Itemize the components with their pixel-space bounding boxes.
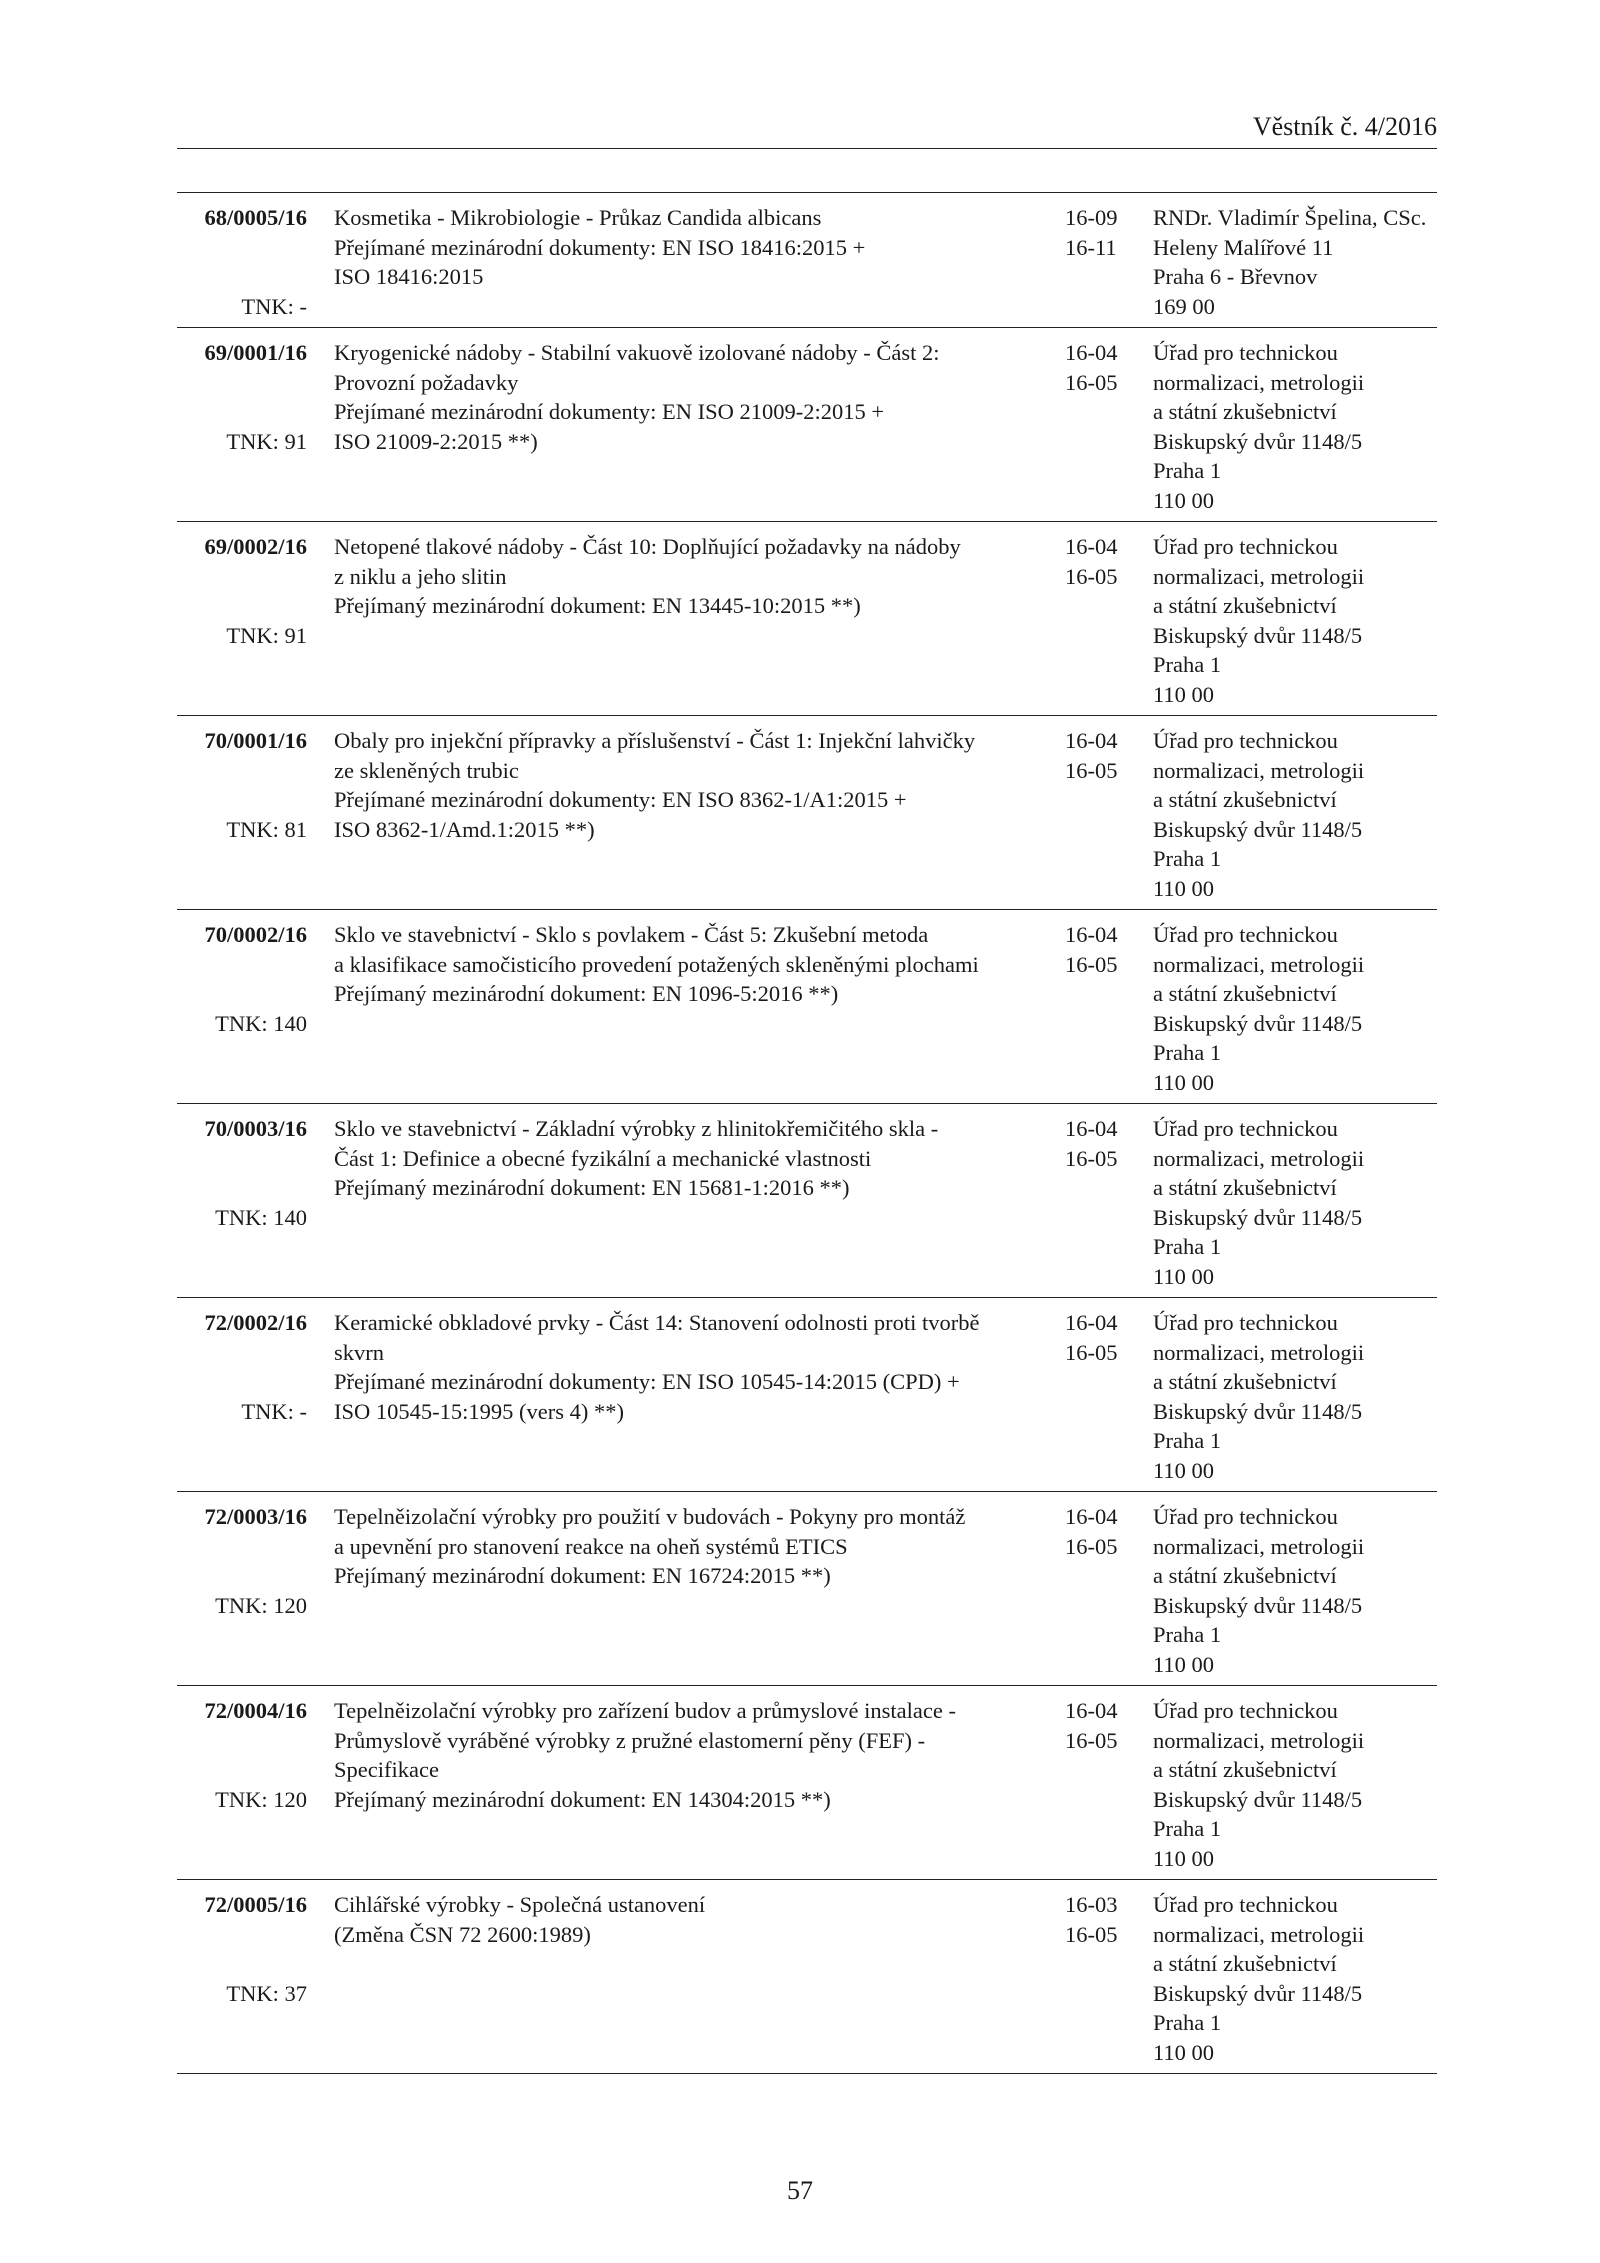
description-line: Přejímaný mezinárodní dokument: EN 13445-10:2015 **) (334, 593, 861, 618)
address-line: Úřad pro technickou (1153, 1310, 1338, 1335)
standard-number: 69/0001/16 (204, 340, 307, 365)
standard-number: 72/0003/16 (204, 1504, 307, 1529)
table-row (177, 193, 1437, 328)
address-line: Biskupský dvůr 1148/5 (1153, 816, 1363, 842)
tnk-label: TNK: 37 (226, 1980, 307, 2006)
comment-dates (1065, 532, 1145, 591)
description-line: ISO 18416:2015 (334, 264, 484, 289)
comment-dates (1065, 726, 1145, 785)
standard-number: 72/0005/16 (204, 1892, 307, 1917)
date-value: 16-05 (1065, 1533, 1118, 1559)
tnk-label: TNK: - (241, 1398, 307, 1424)
address-line: Biskupský dvůr 1148/5 (1153, 1786, 1363, 1812)
address-line: Praha 1 (1153, 1816, 1222, 1841)
description-line: Netopené tlakové nádoby - Část 10: Doplňující požadavky na nádoby (334, 534, 961, 559)
standard-description (334, 1696, 1054, 1814)
date-value: 16-04 (1065, 728, 1118, 753)
standard-description (334, 532, 1054, 621)
description-line: Cihlářské výrobky - Společná ustanovení (334, 1892, 706, 1917)
description-line: Specifikace (334, 1757, 439, 1782)
comment-dates (1065, 1890, 1145, 1949)
description-line: Keramické obkladové prvky - Část 14: Stanovení odolnosti proti tvorbě (334, 1310, 980, 1335)
address-line: 110 00 (1153, 1651, 1215, 1677)
address-line: a státní zkušebnictví (1153, 981, 1337, 1006)
description-line: Přejímané mezinárodní dokumenty: EN ISO 10545-14:2015 (CPD) + (334, 1369, 960, 1394)
standard-description (334, 1890, 1054, 1949)
tnk-label: TNK: - (241, 293, 307, 319)
standard-description (334, 1114, 1054, 1203)
description-line: (Změna ČSN 72 2600:1989) (334, 1921, 591, 1947)
address-line: Praha 1 (1153, 846, 1222, 871)
address-line: Praha 1 (1153, 2010, 1222, 2035)
processor-address (1153, 1890, 1443, 2067)
address-line: normalizaci, metrologii (1153, 563, 1365, 589)
processor-address (1153, 203, 1443, 321)
description-line: Část 1: Definice a obecné fyzikální a mechanické vlastnosti (334, 1145, 872, 1171)
address-line: Praha 1 (1153, 1040, 1222, 1065)
processor-address (1153, 1308, 1443, 1485)
address-line: a státní zkušebnictví (1153, 593, 1337, 618)
address-line: Biskupský dvůr 1148/5 (1153, 1592, 1363, 1618)
standard-description (334, 920, 1054, 1009)
table-row (177, 1880, 1437, 2074)
description-line: Přejímaný mezinárodní dokument: EN 14304:2015 **) (334, 1786, 831, 1812)
table-row (177, 716, 1437, 910)
address-line: Biskupský dvůr 1148/5 (1153, 428, 1363, 454)
standard-number: 72/0002/16 (204, 1310, 307, 1335)
description-line: Přejímaný mezinárodní dokument: EN 16724:2015 **) (334, 1563, 831, 1588)
address-line: 110 00 (1153, 681, 1215, 707)
standard-description (334, 1308, 1054, 1426)
description-line: Přejímané mezinárodní dokumenty: EN ISO 21009-2:2015 + (334, 399, 885, 424)
standard-description (334, 1502, 1054, 1591)
date-value: 16-05 (1065, 1339, 1118, 1365)
table-row (177, 1492, 1437, 1686)
date-value: 16-05 (1065, 563, 1118, 589)
address-line: normalizaci, metrologii (1153, 369, 1365, 395)
standard-description (334, 726, 1054, 844)
comment-dates (1065, 203, 1145, 262)
address-line: normalizaci, metrologii (1153, 1921, 1365, 1947)
table-row (177, 1298, 1437, 1492)
address-line: 110 00 (1153, 1069, 1215, 1095)
comment-dates (1065, 338, 1145, 397)
description-line: Kryogenické nádoby - Stabilní vakuově izolované nádoby - Část 2: (334, 340, 940, 365)
processor-address (1153, 532, 1443, 709)
date-value: 16-09 (1065, 205, 1118, 230)
address-line: normalizaci, metrologii (1153, 757, 1365, 783)
address-line: Praha 1 (1153, 1234, 1222, 1259)
address-line: normalizaci, metrologii (1153, 951, 1365, 977)
address-line: 110 00 (1153, 487, 1215, 513)
date-value: 16-04 (1065, 1504, 1118, 1529)
standard-description (334, 338, 1054, 456)
tnk-label: TNK: 91 (226, 428, 307, 454)
description-line: Přejímaný mezinárodní dokument: EN 1096-5:2016 **) (334, 981, 839, 1006)
address-line: Praha 6 - Břevnov (1153, 264, 1318, 289)
table-row (177, 328, 1437, 522)
standard-description (334, 203, 1054, 292)
address-line: a státní zkušebnictví (1153, 1951, 1337, 1976)
date-value: 16-04 (1065, 1698, 1118, 1723)
address-line: normalizaci, metrologii (1153, 1727, 1365, 1753)
address-line: Praha 1 (1153, 1622, 1222, 1647)
description-line: Sklo ve stavebnictví - Základní výrobky z hlinitokřemičitého skla - (334, 1116, 939, 1141)
address-line: Heleny Malířové 11 (1153, 234, 1334, 260)
description-line: ISO 21009-2:2015 **) (334, 428, 538, 454)
address-line: Úřad pro technickou (1153, 922, 1338, 947)
description-line: Přejímané mezinárodní dokumenty: EN ISO 8362-1/A1:2015 + (334, 787, 907, 812)
address-line: normalizaci, metrologii (1153, 1533, 1365, 1559)
description-line: Sklo ve stavebnictví - Sklo s povlakem - Část 5: Zkušební metoda (334, 922, 929, 947)
processor-address (1153, 1114, 1443, 1291)
tnk-label: TNK: 120 (215, 1592, 307, 1618)
address-line: Biskupský dvůr 1148/5 (1153, 1980, 1363, 2006)
address-line: RNDr. Vladimír Špelina, CSc. (1153, 205, 1427, 230)
address-line: 110 00 (1153, 1263, 1215, 1289)
table-row (177, 910, 1437, 1104)
journal-title: Věstník č. 4/2016 (1252, 112, 1437, 141)
standard-number: 69/0002/16 (204, 534, 307, 559)
description-line: Průmyslově vyráběné výrobky z pružné elastomerní pěny (FEF) - (334, 1727, 926, 1753)
tnk-label: TNK: 140 (215, 1010, 307, 1036)
processor-address (1153, 726, 1443, 903)
description-line: ISO 8362-1/Amd.1:2015 **) (334, 816, 595, 842)
description-line: z niklu a jeho slitin (334, 563, 507, 589)
address-line: 110 00 (1153, 2039, 1215, 2065)
address-line: Úřad pro technickou (1153, 534, 1338, 559)
address-line: a státní zkušebnictví (1153, 787, 1337, 812)
description-line: ISO 10545-15:1995 (vers 4) **) (334, 1398, 624, 1424)
standard-number: 70/0002/16 (204, 922, 307, 947)
address-line: Praha 1 (1153, 1428, 1222, 1453)
processor-address (1153, 1502, 1443, 1679)
address-line: Biskupský dvůr 1148/5 (1153, 622, 1363, 648)
comment-dates (1065, 920, 1145, 979)
date-value: 16-04 (1065, 534, 1118, 559)
comment-dates (1065, 1502, 1145, 1561)
address-line: Biskupský dvůr 1148/5 (1153, 1010, 1363, 1036)
address-line: Biskupský dvůr 1148/5 (1153, 1398, 1363, 1424)
processor-address (1153, 1696, 1443, 1873)
date-value: 16-04 (1065, 1310, 1118, 1335)
date-value: 16-03 (1065, 1892, 1118, 1917)
description-line: Přejímaný mezinárodní dokument: EN 15681-1:2016 **) (334, 1175, 850, 1200)
standards-table (177, 192, 1437, 2074)
date-value: 16-04 (1065, 922, 1118, 947)
date-value: 16-04 (1065, 1116, 1118, 1141)
address-line: 169 00 (1153, 293, 1215, 319)
description-line: Tepelněizolační výrobky pro zařízení budov a průmyslové instalace - (334, 1698, 956, 1723)
description-line: Kosmetika - Mikrobiologie - Průkaz Candida albicans (334, 205, 822, 230)
description-line: skvrn (334, 1339, 384, 1365)
address-line: 110 00 (1153, 1845, 1215, 1871)
address-line: Úřad pro technickou (1153, 340, 1338, 365)
description-line: ze skleněných trubic (334, 757, 519, 783)
address-line: Úřad pro technickou (1153, 1504, 1338, 1529)
table-row (177, 1686, 1437, 1880)
date-value: 16-05 (1065, 1145, 1118, 1171)
description-line: Obaly pro injekční přípravky a příslušenství - Část 1: Injekční lahvičky (334, 728, 976, 753)
standard-number: 72/0004/16 (204, 1698, 307, 1723)
address-line: a státní zkušebnictví (1153, 399, 1337, 424)
address-line: a státní zkušebnictví (1153, 1757, 1337, 1782)
standard-number: 70/0001/16 (204, 728, 307, 753)
date-value: 16-05 (1065, 369, 1118, 395)
address-line: a státní zkušebnictví (1153, 1175, 1337, 1200)
date-value: 16-05 (1065, 951, 1118, 977)
date-value: 16-05 (1065, 1921, 1118, 1947)
tnk-label: TNK: 91 (226, 622, 307, 648)
description-line: Provozní požadavky (334, 369, 519, 395)
table-row (177, 1104, 1437, 1298)
standard-number: 70/0003/16 (204, 1116, 307, 1141)
date-value: 16-05 (1065, 1727, 1118, 1753)
date-value: 16-05 (1065, 757, 1118, 783)
date-value: 16-04 (1065, 340, 1118, 365)
address-line: 110 00 (1153, 1457, 1215, 1483)
address-line: Biskupský dvůr 1148/5 (1153, 1204, 1363, 1230)
processor-address (1153, 920, 1443, 1097)
table-row (177, 522, 1437, 716)
page-header (177, 108, 1437, 149)
address-line: Praha 1 (1153, 458, 1222, 483)
comment-dates (1065, 1308, 1145, 1367)
address-line: Praha 1 (1153, 652, 1222, 677)
date-value: 16-11 (1065, 234, 1117, 260)
address-line: normalizaci, metrologii (1153, 1339, 1365, 1365)
tnk-label: TNK: 81 (226, 816, 307, 842)
address-line: normalizaci, metrologii (1153, 1145, 1365, 1171)
description-line: a klasifikace samočisticího provedení potažených skleněnými plochami (334, 951, 979, 977)
description-line: a upevnění pro stanovení reakce na oheň systémů ETICS (334, 1533, 848, 1559)
description-line: Přejímané mezinárodní dokumenty: EN ISO 18416:2015 + (334, 234, 866, 260)
address-line: Úřad pro technickou (1153, 1892, 1338, 1917)
tnk-label: TNK: 120 (215, 1786, 307, 1812)
description-line: Tepelněizolační výrobky pro použití v budovách - Pokyny pro montáž (334, 1504, 966, 1529)
standard-number: 68/0005/16 (204, 205, 307, 230)
processor-address (1153, 338, 1443, 515)
comment-dates (1065, 1114, 1145, 1173)
page-number: 57 (787, 2176, 813, 2205)
address-line: Úřad pro technickou (1153, 728, 1338, 753)
tnk-label: TNK: 140 (215, 1204, 307, 1230)
address-line: a státní zkušebnictví (1153, 1369, 1337, 1394)
address-line: a státní zkušebnictví (1153, 1563, 1337, 1588)
address-line: 110 00 (1153, 875, 1215, 901)
comment-dates (1065, 1696, 1145, 1755)
address-line: Úřad pro technickou (1153, 1116, 1338, 1141)
address-line: Úřad pro technickou (1153, 1698, 1338, 1723)
